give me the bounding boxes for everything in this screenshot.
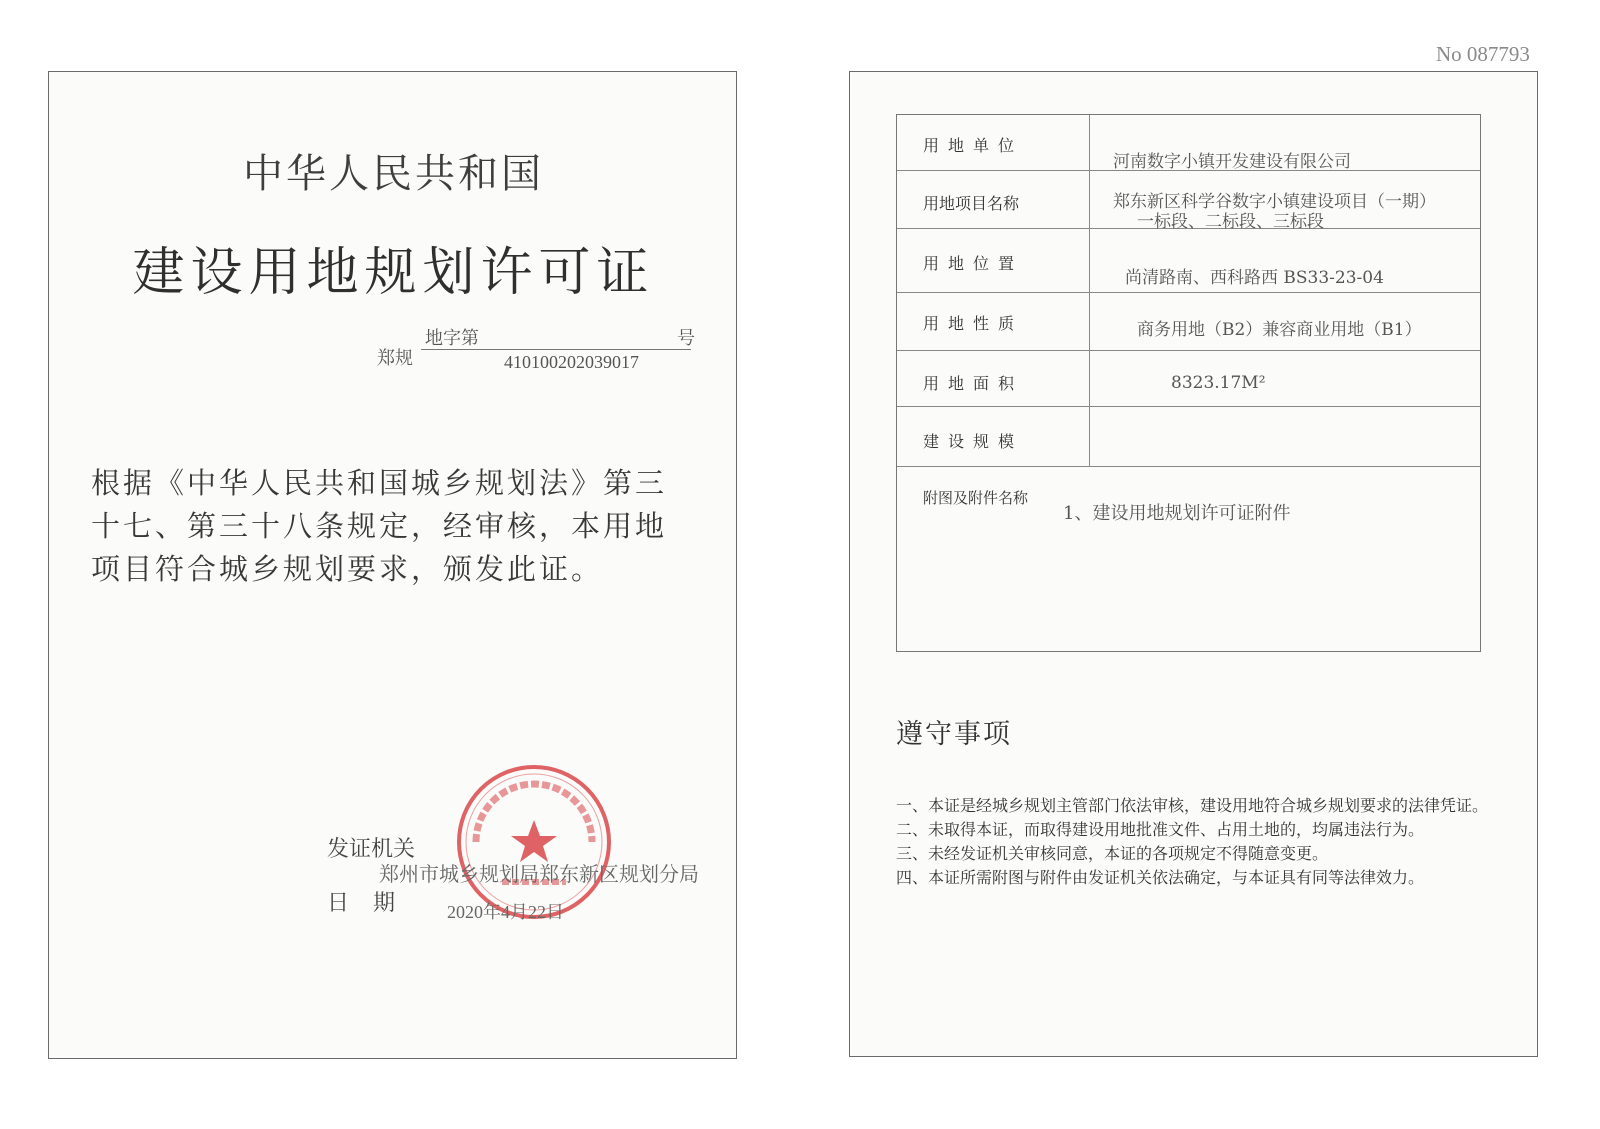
row-value: 商务用地（B2）兼容商业用地（B1） (1137, 320, 1422, 340)
row-value-line2: 一标段、二标段、三标段 (1137, 212, 1324, 232)
cert-number-suffix: 号 (677, 328, 695, 349)
table-row-land-area (897, 351, 1480, 407)
country-name: 中华人民共和国 (243, 151, 544, 197)
row-value: 8323.17M² (1171, 373, 1266, 393)
certificate-front-page (48, 71, 737, 1059)
row-value: 郑东新区科学谷数字小镇建设项目（一期） (1113, 192, 1436, 212)
row-label: 用地性质 (923, 314, 1024, 333)
row-label: 用地面积 (923, 374, 1024, 393)
issue-date: 2020年4月22日 (447, 902, 564, 922)
rules-heading: 遵守事项 (896, 719, 1012, 750)
rule-item: 一、本证是经城乡规划主管部门依法审核，建设用地符合城乡规划要求的法律凭证。 (896, 796, 1489, 815)
certificate-info-page (849, 71, 1538, 1057)
row-label: 用地项目名称 (923, 194, 1020, 213)
issuer-name: 郑州市城乡规划局郑东新区规划分局 (379, 862, 699, 886)
rule-item: 三、未经发证机关审核同意，本证的各项规定不得随意变更。 (896, 844, 1329, 863)
table-row-construction-scale (897, 407, 1480, 467)
row-label: 用地单位 (923, 136, 1024, 155)
cert-number-prefix: 郑规 (377, 348, 413, 369)
row-value: 河南数字小镇开发建设有限公司 (1113, 152, 1351, 172)
date-label: 日期 (327, 891, 420, 916)
rules-list (896, 794, 1496, 890)
issuer-label: 发证机关 (327, 837, 416, 862)
attachments-value: 1、建设用地规划许可证附件 (1063, 503, 1291, 524)
attachments-label: 附图及附件名称 (923, 489, 1029, 507)
table-row-land-use (897, 293, 1480, 351)
table-row-project-name (897, 171, 1480, 232)
table-row-land-unit (897, 115, 1480, 171)
row-label: 建设规模 (923, 432, 1024, 451)
rule-item: 四、本证所需附图与附件由发证机关依法确定，与本证具有同等法律效力。 (896, 868, 1425, 887)
cert-number-underline (421, 349, 691, 350)
land-info-table (896, 114, 1481, 652)
certificate-statement: 根据《中华人民共和国城乡规划法》第三十七、第三十八条规定，经审核，本用地项目符合城乡规划要求，颁发此证。 (91, 466, 668, 586)
cert-number-type: 地字第 (425, 328, 479, 349)
certificate-title: 建设用地规划许可证 (132, 243, 655, 303)
cert-number-value: 410100202039017 (504, 352, 639, 372)
row-value: 尚清路南、西科路西 BS33-23-04 (1125, 268, 1384, 288)
serial-number: No 087793 (1436, 42, 1530, 66)
row-label: 用地位置 (923, 254, 1024, 273)
table-row-location (897, 229, 1480, 293)
rule-item: 二、未取得本证，而取得建设用地批准文件、占用土地的，均属违法行为。 (896, 820, 1425, 839)
